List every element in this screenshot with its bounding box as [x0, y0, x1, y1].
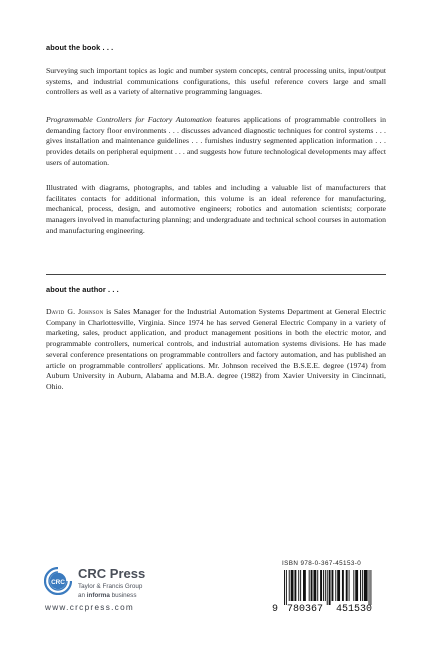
barcode-bar: [369, 570, 370, 605]
barcode-bars: [282, 570, 384, 605]
barcode-bar: [317, 570, 318, 601]
barcode: [282, 570, 384, 605]
crc-logo-icon: [44, 567, 72, 595]
author-bio: is Sales Manager for the Industrial Automation Systems Department at General Electric Company in Charlottesville, Virginia. Since 1974 he has served General Electric Company in a variety of marketing, sales, product application, and product management positions in both the electric motor, and programmable controllers, numerical controls, and industrial automation systems divisions. He has made several conference presentations on programmable controllers and factory automation, and has published an article on programmable controllers' applications. Mr. Johnson received the B.S.E.E. degree (1974) from Auburn University in Auburn, Alabama and M.B.A. degree (1982) from Xavier University in Cincinnati, Ohio.: [46, 307, 386, 391]
tagline-prefix: an: [78, 592, 87, 599]
barcode-bar: [289, 570, 290, 601]
barcode-bar: [342, 570, 344, 601]
barcode-bar: [303, 570, 306, 601]
barcode-digit-lead: 9: [272, 604, 279, 615]
barcode-bar: [360, 570, 361, 601]
barcode-bar: [313, 570, 316, 601]
about-book-paragraph-2: [46, 115, 386, 169]
publisher-name: CRC Press: [78, 566, 146, 581]
barcode-bar: [327, 570, 328, 605]
author-name: David G. Johnson: [46, 307, 104, 316]
tagline-brand: informa: [86, 592, 110, 599]
barcode-bar: [325, 570, 326, 601]
barcode-bar: [355, 570, 358, 601]
barcode-bar: [353, 570, 354, 601]
barcode-bar: [309, 570, 310, 601]
publisher-tagline: [78, 592, 136, 599]
barcode-bar: [370, 570, 371, 605]
barcode-bar: [294, 570, 296, 601]
barcode-bar: [284, 570, 285, 605]
barcode-bar: [291, 570, 294, 601]
barcode-bar: [364, 570, 368, 601]
barcode-bar: [311, 570, 313, 601]
barcode-bar: [346, 570, 348, 601]
barcode-bar: [362, 570, 363, 601]
crc-logo-text: CRC: [51, 579, 65, 586]
section-divider: [46, 274, 386, 275]
barcode-bar: [329, 570, 331, 605]
barcode-digits-left: 780367: [287, 604, 324, 615]
publisher-group: Taylor & Francis Group: [78, 583, 143, 590]
barcode-bar: [286, 570, 287, 605]
book-title: Programmable Controllers for Factory Automation: [46, 115, 212, 124]
about-author-heading: about the author . . .: [46, 285, 119, 294]
about-book-paragraph-2-text: features applications of programmable controllers in demanding factory floor environments . . . discusses advanced diagnostic techniques for control systems . . . gives installation and maintenance guidelines . . . furnishes industry segmented application information . . . provides details on peripheral equipment . . . and suggests how future technological developments may affect users of automation.: [46, 115, 386, 167]
barcode-bar: [335, 570, 336, 601]
barcode-bar: [337, 570, 340, 601]
barcode-bar: [332, 570, 334, 601]
barcode-bar: [349, 570, 350, 601]
isbn-label: ISBN 978-0-367-45153-0: [282, 560, 362, 567]
about-book-paragraph-3: Illustrated with diagrams, photographs, and tables and including a valuable list of manufacturers that facilitates contacts for additional information, this volume is an ideal reference for manufacturing, mechanical, process, design, and automotive engineers; robotics and automation scientists; corporate managers involved in manufacturing planning; and undergraduate and technical school courses in automation and manufacturing engineering.: [46, 183, 386, 235]
publisher-url: www.crcpress.com: [45, 603, 135, 612]
barcode-bar: [323, 570, 324, 601]
about-book-paragraph-1: Surveying such important topics as logic and number system concepts, central processing units, input/output systems, and industrial communications configurations, this useful reference covers large and small controllers as well as a variety of alternative programming languages.: [46, 66, 386, 97]
barcode-bar: [298, 570, 299, 601]
about-book-heading: about the book . . .: [46, 43, 114, 52]
barcode-bar: [320, 570, 322, 601]
tagline-suffix: business: [109, 592, 137, 599]
barcode-bar: [300, 570, 301, 601]
about-author-paragraph: [46, 307, 386, 393]
barcode-digits-right: 451530: [336, 604, 373, 615]
